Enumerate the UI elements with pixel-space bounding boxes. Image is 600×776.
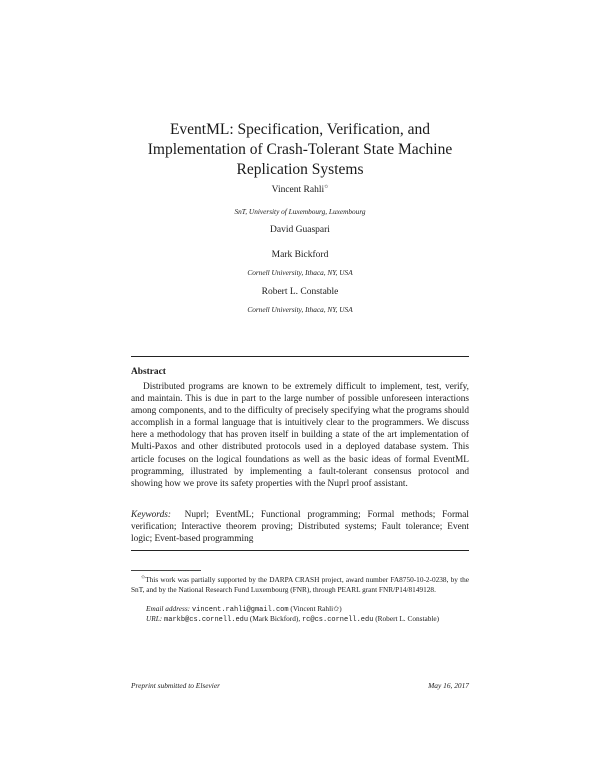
url-link-bickford[interactable]: markb@cs.cornell.edu: [164, 616, 249, 624]
paper-title: [0, 120, 600, 180]
title-line-2: Implementation of Crash-Tolerant State Machine: [147, 141, 453, 158]
email-link[interactable]: vincent.rahli@gmail.com: [191, 606, 289, 614]
email-label: Email address:: [146, 604, 191, 613]
preprint-note: Preprint submitted to Elsevier: [131, 681, 221, 690]
author-affiliation: SnT, University of Luxembourg, Luxembourg: [234, 207, 366, 216]
keywords-label: Keywords:: [131, 510, 171, 520]
url-link-constable[interactable]: rc@cs.cornell.edu: [301, 616, 374, 624]
funding-footnote: [131, 575, 469, 594]
title-line-1: EventML: Specification, Verification, and: [169, 121, 431, 138]
funding-text: This work was partially supported by the DARPA CRASH project, award number FA8750-10-2-0238, by the SnT, and by the National Research Fund Luxembourg (FNR), through PEARL grant FNR/P14/8149128.: [131, 575, 469, 594]
footnote-mark: ✩: [141, 575, 146, 581]
keywords: [131, 509, 469, 545]
author-affiliation: Cornell University, Ithaca, NY, USA: [247, 305, 353, 314]
abstract-heading: Abstract: [131, 367, 166, 377]
email-owner: (Vincent Rahli✩): [290, 604, 342, 613]
preprint-date: May 16, 2017: [428, 681, 469, 690]
author-name: Robert L. Constable: [261, 287, 339, 297]
url-label: URL:: [146, 614, 163, 623]
url-owner-bickford: (Mark Bickford),: [249, 614, 301, 623]
footnote-rule: [131, 570, 201, 571]
abstract-top-rule: [131, 356, 469, 357]
abstract-body: Distributed programs are known to be extremely difficult to implement, test, verify, and maintain. This is due in part to the large number of possible unforeseen interactions among components, and to the difficulty of precisely specifying what the programs should accomplish in a formal language that is intuitively clear to the programmers. We discuss here a methodology that has proven itself in building a state of the art implementation of Multi-Paxos and other distributed protocols used in a deployed database system. This article focuses on the logical foundations as well as the basic ideas of formal EventML programming, illustrated by implementing a fault-tolerant consensus protocol and showing how we prove its safety properties with the Nuprl proof assistant.: [131, 382, 469, 489]
url-owner-constable: (Robert L. Constable): [375, 614, 440, 623]
author-affiliation: Cornell University, Ithaca, NY, USA: [247, 268, 353, 277]
author-name: Vincent Rahli✩: [271, 184, 329, 195]
author-name: David Guaspari: [270, 225, 330, 235]
title-line-3: Replication Systems: [236, 161, 364, 178]
author-footnote-mark: ✩: [324, 184, 329, 190]
url-footnote: [131, 614, 469, 626]
keywords-text: Nuprl; EventML; Functional programming; Formal methods; Formal verification; Interactive theorem proving; Distributed systems; Fault tolerance; Event logic; Event-based programming: [131, 510, 469, 545]
abstract-bottom-rule: [131, 550, 469, 551]
author-name: Mark Bickford: [271, 250, 329, 260]
